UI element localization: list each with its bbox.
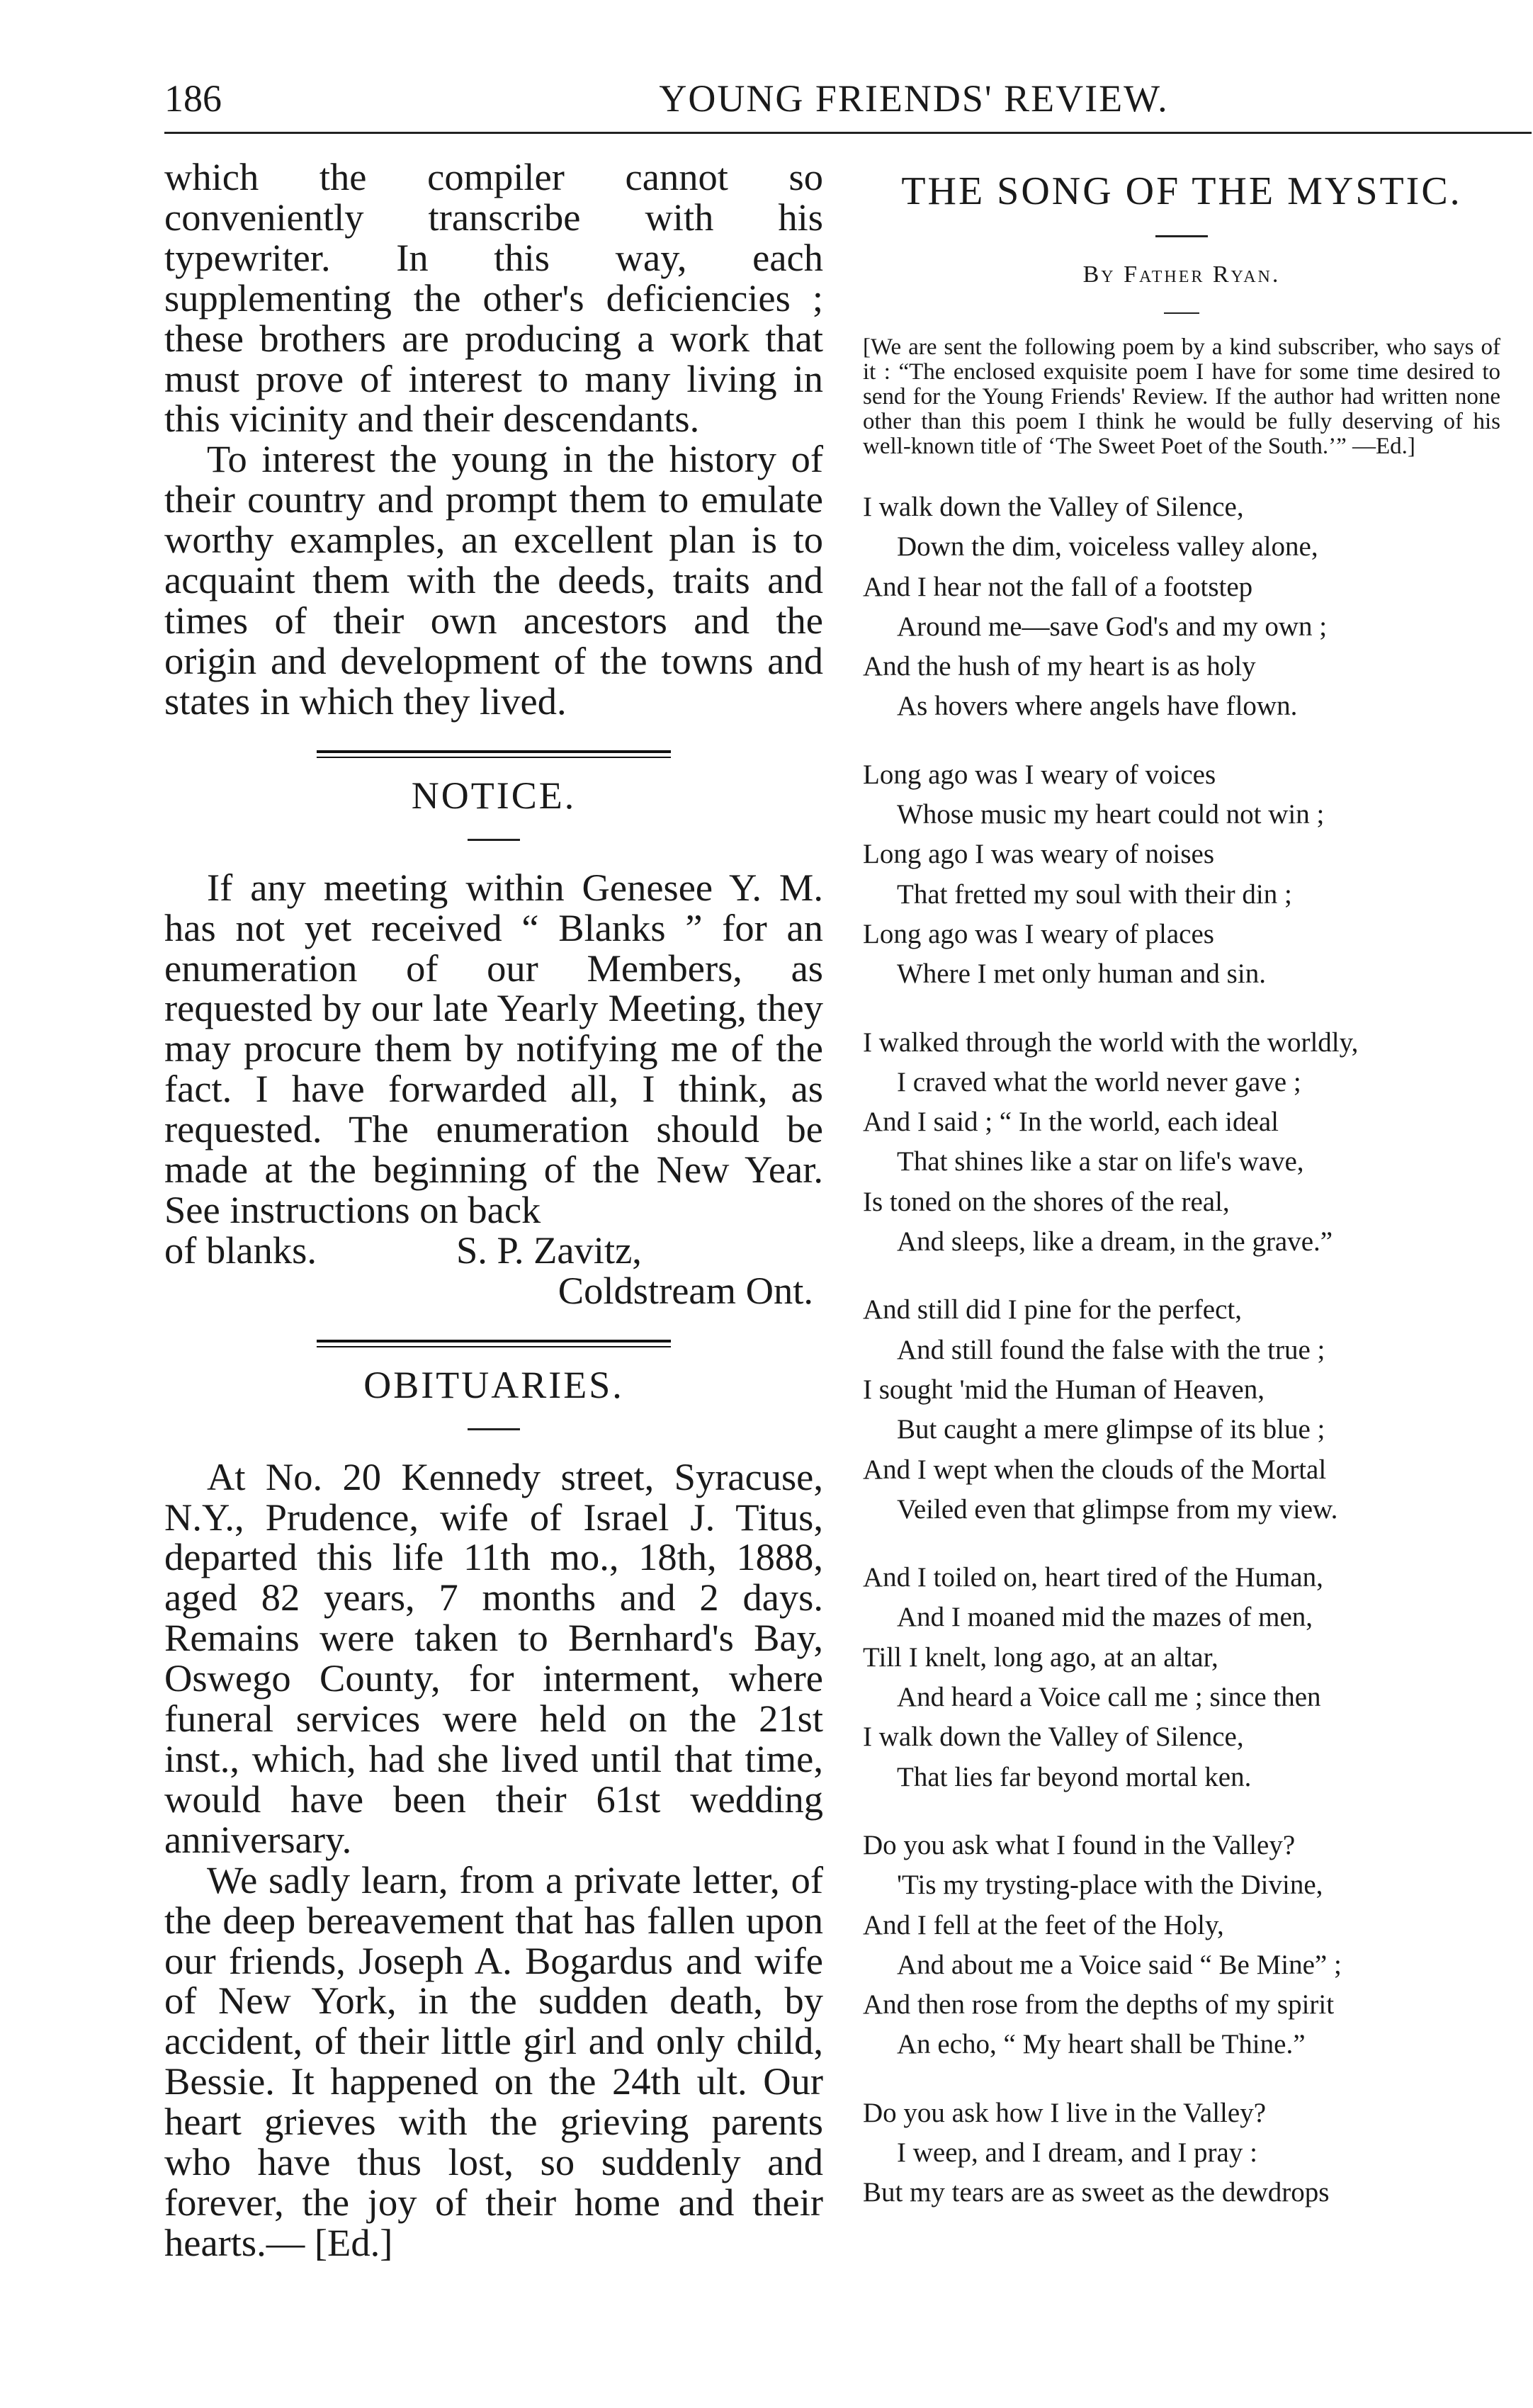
- poem-line: Long ago was I weary of voices: [863, 759, 1216, 790]
- poem-line: Whose music my heart could not win ;: [897, 799, 1325, 830]
- poem-line: Do you ask how I live in the Valley?: [863, 2097, 1267, 2128]
- poem-stanza: [863, 1826, 1500, 2065]
- poem-line: Around me—save God's and my own ;: [897, 611, 1328, 642]
- poem-line: Down the dim, voiceless valley alone,: [897, 531, 1318, 563]
- poem-line: I weep, and I dream, and I pray :: [897, 2137, 1257, 2168]
- title-rule: [1155, 235, 1208, 237]
- poem-line: Is toned on the shores of the real,: [863, 1186, 1230, 1217]
- poem-line: And the hush of my heart is as holy: [863, 651, 1256, 682]
- continuation-paragraph: which the compiler cannot so conveniently transcribe with his typewriter. In this way, each supplementing the other's deficiencies ; these brothers are producing a work that must prove of interest to many living in this vicinity and their descendants.: [164, 155, 823, 441]
- poem-line: I walk down the Valley of Silence,: [863, 1722, 1244, 1753]
- poem-line: That shines like a star on life's wave,: [897, 1146, 1304, 1177]
- heading-rule: [468, 839, 520, 841]
- poem-line: But caught a mere glimpse of its blue ;: [897, 1414, 1325, 1445]
- obituaries-heading: OBITUARIES.: [363, 1363, 624, 1406]
- poem-stanza: [863, 755, 1500, 995]
- poem-byline: By Father Ryan.: [1082, 261, 1281, 288]
- poem-line: And I said ; “ In the world, each ideal: [863, 1107, 1279, 1138]
- notice-body: If any meeting within Genesee Y. M. has not yet received “ Blanks ” for an enumeration of our Members, as requested by our late Yearly Meeting, they may procure them by notifying me of the fact. I have forwarded all, I think, as requested. The enumeration should be made at the beginning of the New Year. See instructions on back: [164, 865, 823, 1231]
- editor-note: [We are sent the following poem by a kind subscriber, who says of it : “The enclosed exquisite poem I have for some time desired to send for the Young Friends' Review. If the author had written none other than this poem I think he would be fully deserving of his well-known title of ‘The Sweet Poet of the South.’” —Ed.]: [863, 334, 1500, 459]
- right-column: [863, 157, 1500, 2242]
- poem-line: Long ago was I weary of places: [863, 918, 1214, 949]
- byline-rule: [1164, 312, 1199, 314]
- poem-line: And heard a Voice call me ; since then: [897, 1682, 1321, 1713]
- poem-line: Till I knelt, long ago, at an altar,: [863, 1641, 1218, 1673]
- obituary-paragraph: At No. 20 Kennedy street, Syracuse, N.Y., Prudence, wife of Israel J. Titus, departed this life 11th mo., 18th, 1888, aged 82 years, 7 months and 2 days. Remains were taken to Bernhard's Bay, Oswego County, for interment, where funeral services were held on the 21st inst., which, had she lived until that time, would have been their 61st wedding anniversary.: [164, 1454, 823, 1861]
- page-number: 186: [164, 77, 222, 120]
- running-head: YOUNG FRIENDS' REVIEW.: [659, 77, 1169, 120]
- poem-line: I walk down the Valley of Silence,: [863, 492, 1244, 522]
- poem-stanza: [863, 2093, 1500, 2213]
- poem-line: And about me a Voice said “ Be Mine” ;: [897, 1949, 1342, 1980]
- poem-line: That lies far beyond mortal ken.: [897, 1761, 1252, 1792]
- poem-line: And still did I pine for the perfect,: [863, 1294, 1243, 1325]
- poem-line: And sleeps, like a dream, in the grave.”: [897, 1226, 1333, 1257]
- poem-line: And I toiled on, heart tired of the Human,: [863, 1562, 1323, 1593]
- header-rule: [164, 132, 1532, 134]
- notice-last-words: of blanks.: [164, 1228, 317, 1272]
- section-divider: [317, 750, 671, 758]
- poem-line: An echo, “ My heart shall be Thine.”: [897, 2029, 1306, 2060]
- poem-line: I craved what the world never gave ;: [897, 1066, 1301, 1097]
- poem-line: That fretted my soul with their din ;: [897, 878, 1292, 910]
- obituary-paragraph: We sadly learn, from a private letter, of the deep bereavement that has fallen upon our friends, Joseph A. Bogardus and wife of New York, in the sudden death, by accident, of their little girl and only child, Bessie. It happened on the 24th ult. Our heart grieves with the grieving parents who have thus lost, so suddenly and forever, the joy of their home and their hearts.— [Ed.]: [164, 1858, 823, 2264]
- poem-line: I sought 'mid the Human of Heaven,: [863, 1374, 1265, 1405]
- heading-rule: [468, 1428, 520, 1430]
- signature-place: Coldstream Ont.: [558, 1268, 813, 1312]
- poem-stanza: [863, 1290, 1500, 1530]
- notice-heading: NOTICE.: [411, 774, 577, 817]
- poem-title: THE SONG OF THE MYSTIC.: [901, 169, 1462, 213]
- poem-stanza: [863, 1023, 1500, 1262]
- poem-line: Where I met only human and sin.: [897, 959, 1266, 990]
- continuation-paragraph: To interest the young in the history of their country and prompt them to emulate worthy examples, an excellent plan is to acquaint them with the deeds, traits and times of their own ancestors and the origin and development of the towns and states in which they lived.: [164, 437, 823, 723]
- poem-line: I walked through the world with the worldly,: [863, 1027, 1359, 1058]
- section-divider: [317, 1340, 671, 1347]
- signature-name: S. P. Zavitz,: [456, 1228, 642, 1272]
- notice-signature-line: [164, 1228, 823, 1272]
- poem-line: Do you ask what I found in the Valley?: [863, 1829, 1296, 1860]
- poem-stanza: [863, 1558, 1500, 1797]
- poem-line: And I moaned mid the mazes of men,: [897, 1602, 1313, 1633]
- poem-line: 'Tis my trysting-place with the Divine,: [897, 1870, 1323, 1901]
- poem-stanza: [863, 487, 1500, 727]
- poem-line: As hovers where angels have flown.: [897, 691, 1298, 722]
- poem-line: And I fell at the feet of the Holy,: [863, 1909, 1224, 1940]
- poem-line: Long ago I was weary of noises: [863, 839, 1215, 870]
- poem-line: And then rose from the depths of my spirit: [863, 1989, 1335, 2020]
- poem-line: And I hear not the fall of a footstep: [863, 571, 1253, 602]
- poem-line: But my tears are as sweet as the dewdrops: [863, 2177, 1330, 2208]
- poem-line: And I wept when the clouds of the Mortal: [863, 1454, 1327, 1485]
- poem-line: And still found the false with the true ;: [897, 1334, 1325, 1365]
- poem-line: Veiled even that glimpse from my view.: [897, 1493, 1338, 1525]
- left-column: [164, 157, 823, 2263]
